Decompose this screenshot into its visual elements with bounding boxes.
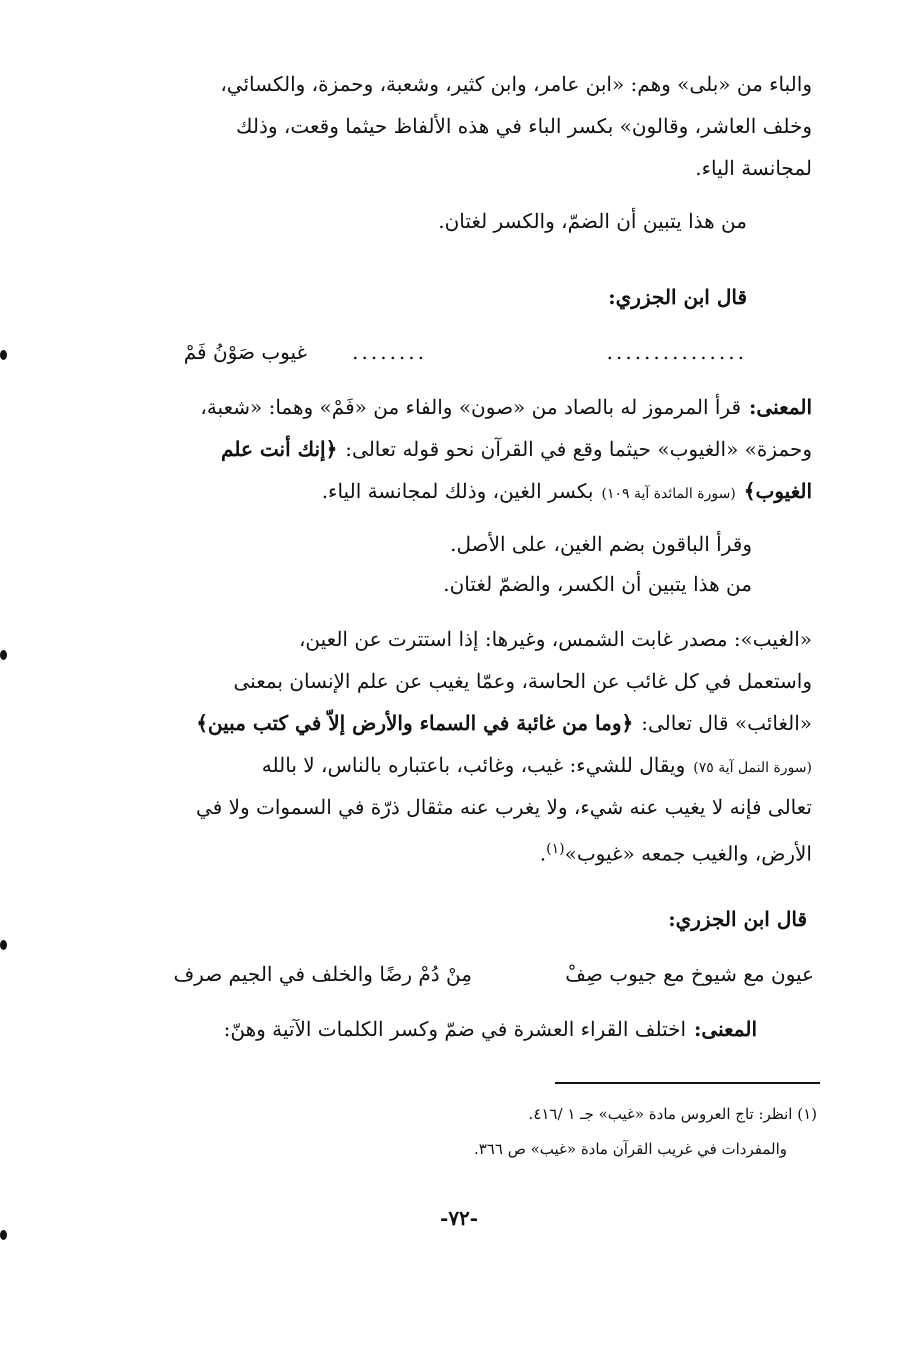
text-line <box>224 1015 757 1043</box>
margin-mark <box>0 940 7 950</box>
text-line: تعالى فإنه لا يغيب عنه شيء، ولا يغرب عنه مثقال ذرّة في السموات ولا في <box>196 795 812 819</box>
verse-hemistich-right: عيون مع شيوخ مع جيوب صِفْ <box>565 962 814 986</box>
meaning-label: المعنى: <box>694 1017 757 1041</box>
text-span: الأرض، والغيب جمعه «غيوب» <box>564 841 812 866</box>
text-span: بكسر الغين، وذلك لمجانسة الياء. <box>321 479 594 503</box>
text-line: من هذا يتبين أن الضمّ، والكسر لغتان. <box>438 209 747 233</box>
verse-dots: ........ <box>352 340 427 364</box>
text-span: اختلف القراء العشرة في ضمّ وكسر الكلمات الآتية وهنّ: <box>223 1017 687 1041</box>
footnote: والمفردات في غريب القرآن مادة «غيب» ص ٣٦٦. <box>473 1140 787 1158</box>
text-span: قرأ المرموز له بالصاد من «صون» والفاء من «فَمْ» وهما: «شعبة، <box>200 395 742 419</box>
page-number: -٧٢- <box>440 1206 479 1230</box>
meaning-label: المعنى: <box>749 395 812 419</box>
text-line <box>322 477 812 508</box>
text-line <box>262 751 812 782</box>
section-heading: قال ابن الجزري: <box>668 907 807 931</box>
verse-reference: (سورة المائدة آية ١٠٩) <box>601 486 736 502</box>
margin-mark <box>0 350 7 360</box>
text-span: ويقال للشيء: غيب، وغائب، باعتباره بالناس، لا بالله <box>261 753 686 777</box>
text-span: وحمزة» «الغيوب» حيثما وقع في القرآن نحو قوله تعالى: <box>345 437 812 461</box>
text-line <box>540 835 812 868</box>
verse-text: غيوب صَوْنُ فَمْ <box>183 340 307 364</box>
text-line <box>200 393 812 421</box>
text-line: لمجانسة الياء. <box>695 156 812 180</box>
text-line: من هذا يتبين أن الكسر، والضمّ لغتان. <box>443 572 752 596</box>
text-line: وقرأ الباقون بضم الغين، على الأصل. <box>450 532 752 556</box>
text-span: . <box>539 841 547 866</box>
quran-quote: ﴿إنك أنت علم <box>221 437 338 461</box>
margin-mark <box>0 1230 7 1240</box>
footnote-marker: (١) <box>546 841 565 857</box>
text-line: «الغيب»: مصدر غابت الشمس، وغيرها: إذا استترت عن العين، <box>298 627 812 651</box>
text-span: «الغائب» قال تعالى: <box>641 711 812 735</box>
section-heading: قال ابن الجزري: <box>608 285 747 309</box>
text-line <box>196 709 812 737</box>
text-line: واستعمل في كل غائب عن الحاسة، وعمّا يغيب عن علم الإنسان بمعنى <box>233 669 812 693</box>
quran-quote: ﴿وما من غائبة في السماء والأرض إلاّ في كتب مبين﴾ <box>196 711 634 735</box>
text-line <box>221 435 812 463</box>
verse-dots: ............... <box>606 340 747 364</box>
verse-reference: (سورة النمل آية ٧٥) <box>693 760 812 776</box>
margin-mark <box>0 650 7 660</box>
text-line: والباء من «بلى» وهم: «ابن عامر، وابن كثير، وشعبة، وحمزة، والكسائي، <box>220 72 812 96</box>
footnote: (١) انظر: تاج العروس مادة «غيب» جـ ١ /٤١٦. <box>528 1105 817 1123</box>
text-line: وخلف العاشر، وقالون» بكسر الباء في هذه الألفاظ حيثما وقعت، وذلك <box>236 114 812 138</box>
quran-quote: الغيوب﴾ <box>743 479 812 503</box>
footnote-separator <box>555 1082 820 1084</box>
verse-hemistich-left: مِنْ دُمْ رضًا والخلف في الجيم صرف <box>173 962 472 986</box>
